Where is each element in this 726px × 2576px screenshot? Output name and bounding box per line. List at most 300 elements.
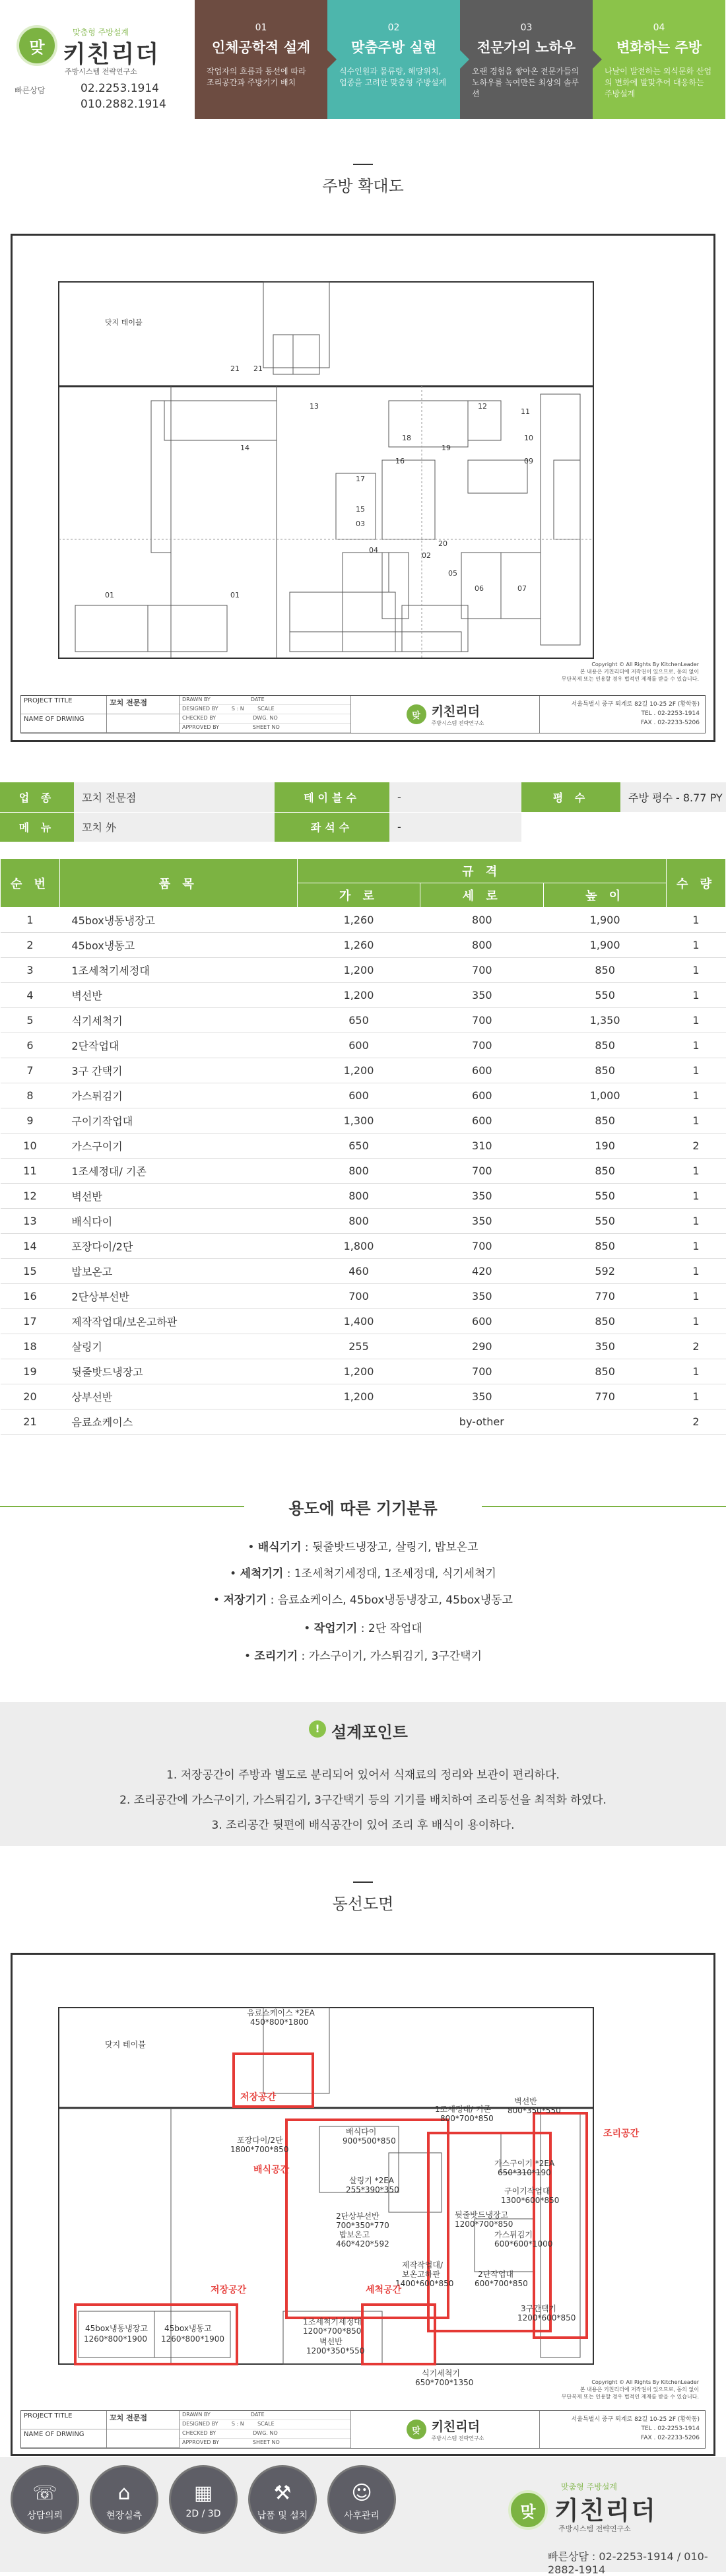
- button-label: 현장실측: [106, 2511, 143, 2521]
- site-header: [0, 0, 726, 119]
- flow-plan-svg: [13, 1955, 713, 2410]
- equip-number: 05: [448, 569, 457, 578]
- drawing-icon: ▦: [193, 2482, 213, 2505]
- row-depth: 700: [420, 1008, 544, 1033]
- row-depth: 700: [420, 1234, 544, 1259]
- row-no: 19: [1, 1359, 60, 1384]
- info-empty: [521, 812, 620, 842]
- header-no: 순 번: [1, 859, 60, 908]
- row-name: 상부선반: [59, 1384, 297, 1409]
- design-point-line: 1. 저장공간이 주방과 별도로 분리되어 있어서 식재료의 정리와 보관이 편리하다.: [166, 1769, 560, 1782]
- classification-cooking: • 조리기기 : 가스구이기, 가스튀김기, 3구간택기: [244, 1650, 482, 1663]
- info-icon: !: [309, 1720, 326, 1738]
- equip-number: 20: [438, 539, 447, 548]
- row-qty: 2: [667, 1409, 726, 1435]
- row-width: 1,260: [297, 933, 420, 958]
- equip-number: 15: [356, 505, 365, 514]
- table-row: [1, 933, 726, 958]
- equip-label: 900*500*850: [343, 2136, 396, 2146]
- section-title-flow-plan: 동선도면: [332, 1895, 394, 1913]
- row-depth: 700: [420, 1159, 544, 1184]
- service-button[interactable]: [327, 2465, 396, 2534]
- row-width: 1,800: [297, 1234, 420, 1259]
- equip-label: 3구간택기: [521, 2304, 557, 2313]
- row-depth: 700: [420, 1033, 544, 1058]
- class-label: 저장기기: [223, 1594, 267, 1607]
- equip-label: 제작작업대/: [402, 2260, 444, 2270]
- class-label: 배식기기: [257, 1541, 302, 1554]
- feature-changing: [593, 0, 725, 119]
- brand-name: 키친리더: [63, 41, 160, 68]
- row-height: 550: [544, 1209, 667, 1234]
- equip-label: 600*700*850: [475, 2279, 528, 2288]
- info-label-area: 평 수: [521, 782, 620, 812]
- class-value: : 가스구이기, 가스튀김기, 3구간택기: [298, 1650, 482, 1663]
- header-name: 품 목: [59, 859, 297, 908]
- row-width: 600: [297, 1083, 420, 1108]
- equip-number: 03: [356, 520, 365, 528]
- row-name: 식기세척기: [59, 1008, 297, 1033]
- fax-text: FAX . 02-2233-5206: [640, 720, 700, 726]
- info-label-seats: 좌석수: [275, 812, 389, 842]
- info-empty: [620, 812, 726, 842]
- meta-label: DATE: [250, 2412, 265, 2418]
- project-title-label: PROJECT TITLE: [21, 2411, 106, 2429]
- meta-label: CHECKED BY: [182, 715, 216, 721]
- drawing-name-label: NAME OF DRWING: [21, 714, 106, 733]
- row-qty: 1: [667, 1159, 726, 1184]
- row-width: 1,200: [297, 1384, 420, 1409]
- brand-logo-icon: 맞: [407, 704, 426, 724]
- row-qty: 2: [667, 1334, 726, 1359]
- equip-label: 450*800*1800: [250, 2017, 309, 2027]
- row-width: 800: [297, 1159, 420, 1184]
- brand-block[interactable]: [0, 0, 195, 119]
- row-no: 12: [1, 1184, 60, 1209]
- equip-number: 09: [524, 457, 533, 465]
- footer-phone[interactable]: 빠른상담 : 02-2253-1914 / 010-2882-1914: [548, 2550, 708, 2576]
- tel-text: TEL . 02-2253-1914: [641, 710, 700, 717]
- row-no: 16: [1, 1284, 60, 1309]
- equip-label: 식기세척기: [422, 2369, 460, 2378]
- feature-title: 전문가의 노하우: [477, 40, 576, 55]
- equip-label: 1800*700*850: [230, 2145, 289, 2154]
- row-qty: 1: [667, 1184, 726, 1209]
- meta-label: APPROVED BY: [182, 2439, 220, 2445]
- equip-label: 구이기작업대: [504, 2186, 550, 2196]
- class-label: 작업기기: [314, 1622, 358, 1635]
- info-label-tables: 테이블수: [275, 782, 389, 812]
- survey-button[interactable]: [90, 2465, 158, 2534]
- drawing-name-value: [107, 2429, 179, 2448]
- meta-label: SCALE: [257, 706, 275, 712]
- row-width: 1,400: [297, 1309, 420, 1334]
- equip-label: 1260*800*1900: [84, 2334, 147, 2344]
- row-qty: 1: [667, 1384, 726, 1409]
- row-no: 2: [1, 933, 60, 958]
- row-qty: 1: [667, 933, 726, 958]
- table-row: [1, 1359, 726, 1384]
- address-text: 서울특별시 중구 퇴계로 82길 10-25 2F (황학동): [571, 2416, 700, 2423]
- title-block-meta: [180, 696, 351, 733]
- room-label: 닷지 테이블: [105, 318, 143, 327]
- info-value-business: 꼬치 전문점: [74, 782, 275, 812]
- row-qty: 2: [667, 1134, 726, 1159]
- phone-number-1[interactable]: 02.2253.1914: [81, 82, 159, 95]
- equip-label: 포장다이/2단: [237, 2136, 283, 2145]
- title-block-values: [107, 2411, 180, 2448]
- install-icon: ⚒: [273, 2482, 292, 2505]
- project-info-table: [0, 782, 726, 842]
- zone-label: 저장공간: [211, 2285, 247, 2295]
- row-name: 2단작업대: [59, 1033, 297, 1058]
- row-no: 10: [1, 1134, 60, 1159]
- zone-label: 저장공간: [240, 2092, 277, 2103]
- consult-icon: ☏: [32, 2482, 57, 2505]
- equip-label: 45box냉동냉장고: [85, 2324, 148, 2333]
- row-no: 14: [1, 1234, 60, 1259]
- row-name: 배식다이: [59, 1209, 297, 1234]
- footer-brand-tagline: 맞춤형 주방설계: [561, 2482, 617, 2491]
- equip-label: 800*350*550: [508, 2106, 561, 2115]
- row-depth: 290: [420, 1334, 544, 1359]
- feature-knowhow: [460, 0, 593, 119]
- row-name: 2단상부선반: [59, 1284, 297, 1309]
- equip-label: 밥보온고: [339, 2230, 370, 2239]
- equip-label: 배식다이: [346, 2127, 377, 2136]
- title-block-logo: [351, 696, 540, 733]
- install-button[interactable]: [248, 2465, 317, 2534]
- equip-label: 1200*700*850: [455, 2220, 513, 2229]
- row-no: 4: [1, 983, 60, 1008]
- row-depth: 350: [420, 1209, 544, 1234]
- table-row: [1, 1209, 726, 1234]
- equip-number: 16: [395, 457, 405, 465]
- tel-text: TEL . 02-2253-1914: [641, 2425, 700, 2432]
- table-row: [1, 908, 726, 933]
- row-height: 770: [544, 1384, 667, 1409]
- row-depth: 350: [420, 1284, 544, 1309]
- room-label: 닷지 테이블: [105, 2040, 146, 2049]
- equip-number: 07: [517, 584, 527, 593]
- table-row: [1, 1234, 726, 1259]
- header-spec: 규 격: [297, 859, 666, 883]
- equip-number: 11: [521, 407, 530, 416]
- feature-desc: 작업자의 흐름과 동선에 따라 조리공간과 주방기기 배치: [207, 67, 306, 87]
- table-row: [1, 983, 726, 1008]
- button-label: 2D / 3D: [185, 2509, 221, 2519]
- equip-label: 보온고하판: [402, 2270, 440, 2279]
- copyright-text: 본 내용은 키친리더에 저작권이 있으므로, 동의 없이: [579, 669, 699, 675]
- header-width: 가 로: [297, 883, 420, 908]
- row-name: 벽선반: [59, 1184, 297, 1209]
- copyright-text: 본 내용은 키친리더에 저작권이 있으므로, 동의 없이: [579, 2387, 699, 2392]
- row-depth: 600: [420, 1083, 544, 1108]
- equip-label: 255*390*350: [346, 2185, 399, 2194]
- info-label-menu: 메 뉴: [0, 812, 74, 842]
- drawing-button[interactable]: [169, 2465, 238, 2534]
- row-height: 850: [544, 1359, 667, 1384]
- title-block-brand-sub: 주방시스템 전략연구소: [431, 720, 484, 726]
- row-name: 45box냉동고: [59, 933, 297, 958]
- row-depth: 420: [420, 1259, 544, 1284]
- footer-brand-subtitle: 주방시스템 전략연구소: [558, 2525, 631, 2533]
- row-height: 770: [544, 1284, 667, 1309]
- row-height: 850: [544, 1159, 667, 1184]
- row-qty: 1: [667, 1108, 726, 1134]
- table-row: [1, 1409, 726, 1435]
- row-height: 850: [544, 1108, 667, 1134]
- title-block-brand: 키친리더: [431, 704, 480, 719]
- row-width: 700: [297, 1284, 420, 1309]
- table-row: [1, 958, 726, 983]
- row-no: 6: [1, 1033, 60, 1058]
- project-title-label: PROJECT TITLE: [21, 696, 106, 714]
- row-qty: 1: [667, 983, 726, 1008]
- row-name: 3구 간택기: [59, 1058, 297, 1083]
- meta-label: SHEET NO: [252, 2439, 280, 2445]
- row-height: 350: [544, 1334, 667, 1359]
- phone-label: 빠른상담: [15, 86, 46, 95]
- class-value: : 뒷줄밧드냉장고, 살링기, 밥보온고: [301, 1541, 478, 1554]
- row-no: 20: [1, 1384, 60, 1409]
- row-depth: 310: [420, 1134, 544, 1159]
- equipment-table: [0, 858, 726, 1435]
- row-height: 1,900: [544, 933, 667, 958]
- site-footer: [0, 2457, 726, 2576]
- feature-desc: 오랜 경험을 쌓아온 전문가들의 노하우를 녹여만든 최상의 솔루션: [472, 67, 579, 98]
- meta-label: DRAWN BY: [182, 2412, 211, 2418]
- title-block-address: [540, 696, 705, 733]
- equip-label: 700*350*770: [336, 2221, 389, 2230]
- meta-label: DATE: [250, 696, 265, 702]
- title-block-brand: 키친리더: [431, 2420, 480, 2434]
- flow-plan-drawing: [11, 1953, 715, 2456]
- equip-number: 12: [478, 402, 487, 411]
- row-depth: 600: [420, 1108, 544, 1134]
- row-spec: by-other: [297, 1409, 666, 1435]
- title-block: [20, 695, 706, 733]
- row-depth: 350: [420, 1184, 544, 1209]
- title-block-address: [540, 2411, 705, 2448]
- meta-label: SCALE: [257, 2421, 275, 2427]
- row-qty: 1: [667, 1209, 726, 1234]
- row-name: 가스구이기: [59, 1134, 297, 1159]
- title-block-values: [107, 696, 180, 733]
- row-depth: 700: [420, 958, 544, 983]
- feature-number: 03: [520, 22, 533, 33]
- classification-title: 용도에 따른 기기분류: [288, 1499, 438, 1518]
- row-width: 460: [297, 1259, 420, 1284]
- title-block-labels: [21, 2411, 107, 2448]
- row-height: 850: [544, 958, 667, 983]
- feature-number: 04: [653, 22, 665, 33]
- row-height: 190: [544, 1134, 667, 1159]
- row-width: 1,200: [297, 958, 420, 983]
- row-no: 21: [1, 1409, 60, 1435]
- title-block-logo: [351, 2411, 540, 2448]
- meta-label: DWG. NO: [253, 715, 278, 721]
- info-value-area: 주방 평수 - 8.77 PY: [620, 782, 726, 812]
- equip-label: 음료쇼케이스 *2EA: [247, 2008, 315, 2017]
- consult-button[interactable]: [11, 2465, 79, 2534]
- service-icon: ☺: [351, 2482, 372, 2505]
- row-name: 가스튀김기: [59, 1083, 297, 1108]
- table-row: [1, 1033, 726, 1058]
- feature-title: 변화하는 주방: [616, 40, 702, 55]
- table-row: [1, 1134, 726, 1159]
- row-name: 벽선반: [59, 983, 297, 1008]
- class-value: : 음료쇼케이스, 45box냉동냉장고, 45box냉동고: [267, 1594, 513, 1607]
- zone-label: 조리공간: [603, 2128, 640, 2139]
- row-no: 15: [1, 1259, 60, 1284]
- copyright-text: Copyright © All Rights By KitchenLeader: [591, 2379, 699, 2385]
- row-no: 3: [1, 958, 60, 983]
- equip-number: 01: [105, 591, 114, 599]
- copyright-text: Copyright © All Rights By KitchenLeader: [591, 661, 699, 667]
- equip-label: 1200*600*850: [517, 2313, 576, 2322]
- meta-label: DRAWN BY: [182, 696, 211, 702]
- meta-label: DESIGNED BY: [182, 706, 218, 712]
- row-height: 1,350: [544, 1008, 667, 1033]
- scale-value: S : N: [231, 706, 244, 712]
- equip-label: 1조세정대/ 기존: [435, 2105, 492, 2114]
- header-height: 높 이: [544, 883, 667, 908]
- row-height: 1,000: [544, 1083, 667, 1108]
- row-depth: 350: [420, 983, 544, 1008]
- section-divider: [353, 164, 373, 165]
- info-label-business: 업 종: [0, 782, 74, 812]
- class-value: : 2단 작업대: [357, 1622, 422, 1635]
- equip-number: 06: [475, 584, 484, 593]
- row-width: 255: [297, 1334, 420, 1359]
- zone-washing: [362, 2305, 435, 2364]
- design-point-section: [0, 1702, 726, 1846]
- table-row: [1, 1184, 726, 1209]
- row-no: 17: [1, 1309, 60, 1334]
- drawing-name-value: [107, 714, 179, 733]
- table-row: [1, 1058, 726, 1083]
- meta-label: SHEET NO: [252, 724, 280, 730]
- row-depth: 700: [420, 1359, 544, 1384]
- title-block-meta: [180, 2411, 351, 2448]
- equip-number: 04: [369, 546, 378, 555]
- row-qty: 1: [667, 1083, 726, 1108]
- row-depth: 600: [420, 1309, 544, 1334]
- equip-number: 19: [442, 444, 451, 452]
- class-label: 조리기기: [254, 1650, 298, 1663]
- survey-icon: ⌂: [117, 2482, 131, 2505]
- feature-custom: [327, 0, 460, 119]
- table-row: [1, 1008, 726, 1033]
- equip-label: 2단상부선반: [336, 2212, 380, 2221]
- footer-brand-name: 키친리더: [554, 2496, 657, 2525]
- row-width: 800: [297, 1184, 420, 1209]
- row-height: 850: [544, 1033, 667, 1058]
- info-value-seats: -: [389, 812, 521, 842]
- equip-number: 02: [422, 551, 431, 560]
- row-name: 포장다이/2단: [59, 1234, 297, 1259]
- row-qty: 1: [667, 1008, 726, 1033]
- equip-number: 21: [230, 364, 240, 373]
- title-block-brand-sub: 주방시스템 전략연구소: [431, 2435, 484, 2441]
- design-point-line: 3. 조리공간 뒷편에 배식공간이 있어 조리 후 배식이 용이하다.: [211, 1819, 515, 1832]
- row-no: 13: [1, 1209, 60, 1234]
- button-label: 상담의뢰: [26, 2511, 63, 2521]
- feature-title: 인체공학적 설계: [211, 40, 311, 55]
- row-qty: 1: [667, 1234, 726, 1259]
- row-no: 11: [1, 1159, 60, 1184]
- equip-label: 벽선반: [514, 2097, 537, 2106]
- row-qty: 1: [667, 958, 726, 983]
- row-depth: 600: [420, 1058, 544, 1083]
- row-name: 밥보온고: [59, 1259, 297, 1284]
- info-value-tables: -: [389, 782, 521, 812]
- scale-value: S : N: [231, 2421, 244, 2427]
- row-qty: 1: [667, 1359, 726, 1384]
- section-divider: [353, 1881, 373, 1883]
- equip-label: 2단작업대: [478, 2270, 514, 2279]
- row-width: 1,260: [297, 908, 420, 933]
- feature-ergonomic: [195, 0, 327, 119]
- row-name: 45box냉동냉장고: [59, 908, 297, 933]
- row-no: 18: [1, 1334, 60, 1359]
- row-height: 592: [544, 1259, 667, 1284]
- drawing-name-label: NAME OF DRWING: [21, 2429, 106, 2448]
- equip-number: 21: [253, 364, 263, 373]
- equip-label: 45box냉동고: [164, 2324, 212, 2333]
- equip-label: 600*600*1000: [494, 2239, 553, 2249]
- row-qty: 1: [667, 1284, 726, 1309]
- table-row: [1, 1384, 726, 1409]
- zone-label: 세척공간: [366, 2285, 402, 2295]
- equip-number: 13: [310, 402, 319, 411]
- row-name: 1조세척기세정대: [59, 958, 297, 983]
- table-row: [1, 1259, 726, 1284]
- row-width: 600: [297, 1033, 420, 1058]
- row-depth: 800: [420, 933, 544, 958]
- row-width: 1,300: [297, 1108, 420, 1134]
- info-value-menu: 꼬치 外: [74, 812, 275, 842]
- equip-number: 18: [402, 434, 411, 442]
- brand-logo-icon: 맞: [407, 2420, 426, 2439]
- kitchen-plan-drawing: [11, 234, 715, 742]
- row-height: 850: [544, 1058, 667, 1083]
- equip-label: 가스구이기 *2EA: [494, 2159, 555, 2168]
- feature-title: 맞춤주방 실현: [350, 40, 437, 55]
- feature-desc: 나날이 발전하는 외식문화 산업의 변화에 발맞추어 대응하는 주방설계: [605, 67, 712, 98]
- row-no: 5: [1, 1008, 60, 1033]
- row-width: 1,200: [297, 983, 420, 1008]
- row-name: 제작작업대/보온고하판: [59, 1309, 297, 1334]
- row-qty: 1: [667, 1309, 726, 1334]
- feature-number: 01: [255, 22, 267, 33]
- row-height: 850: [544, 1234, 667, 1259]
- row-width: 650: [297, 1008, 420, 1033]
- project-title-value: 꼬치 전문점: [107, 696, 179, 714]
- phone-number-2[interactable]: 010.2882.1914: [81, 98, 166, 111]
- project-title-value: 꼬치 전문점: [107, 2411, 179, 2429]
- address-text: 서울특별시 중구 퇴계로 82길 10-25 2F (황학동): [571, 701, 700, 708]
- row-depth: 350: [420, 1384, 544, 1409]
- row-width: 1,200: [297, 1359, 420, 1384]
- table-row: [1, 1284, 726, 1309]
- row-height: 850: [544, 1309, 667, 1334]
- row-width: 1,200: [297, 1058, 420, 1083]
- class-label: 세척기기: [240, 1567, 284, 1580]
- equip-label: 650*310*190: [498, 2168, 551, 2177]
- classification-washing: • 세척기기 : 1조세척기세정대, 1조세정대, 식기세척기: [230, 1567, 496, 1580]
